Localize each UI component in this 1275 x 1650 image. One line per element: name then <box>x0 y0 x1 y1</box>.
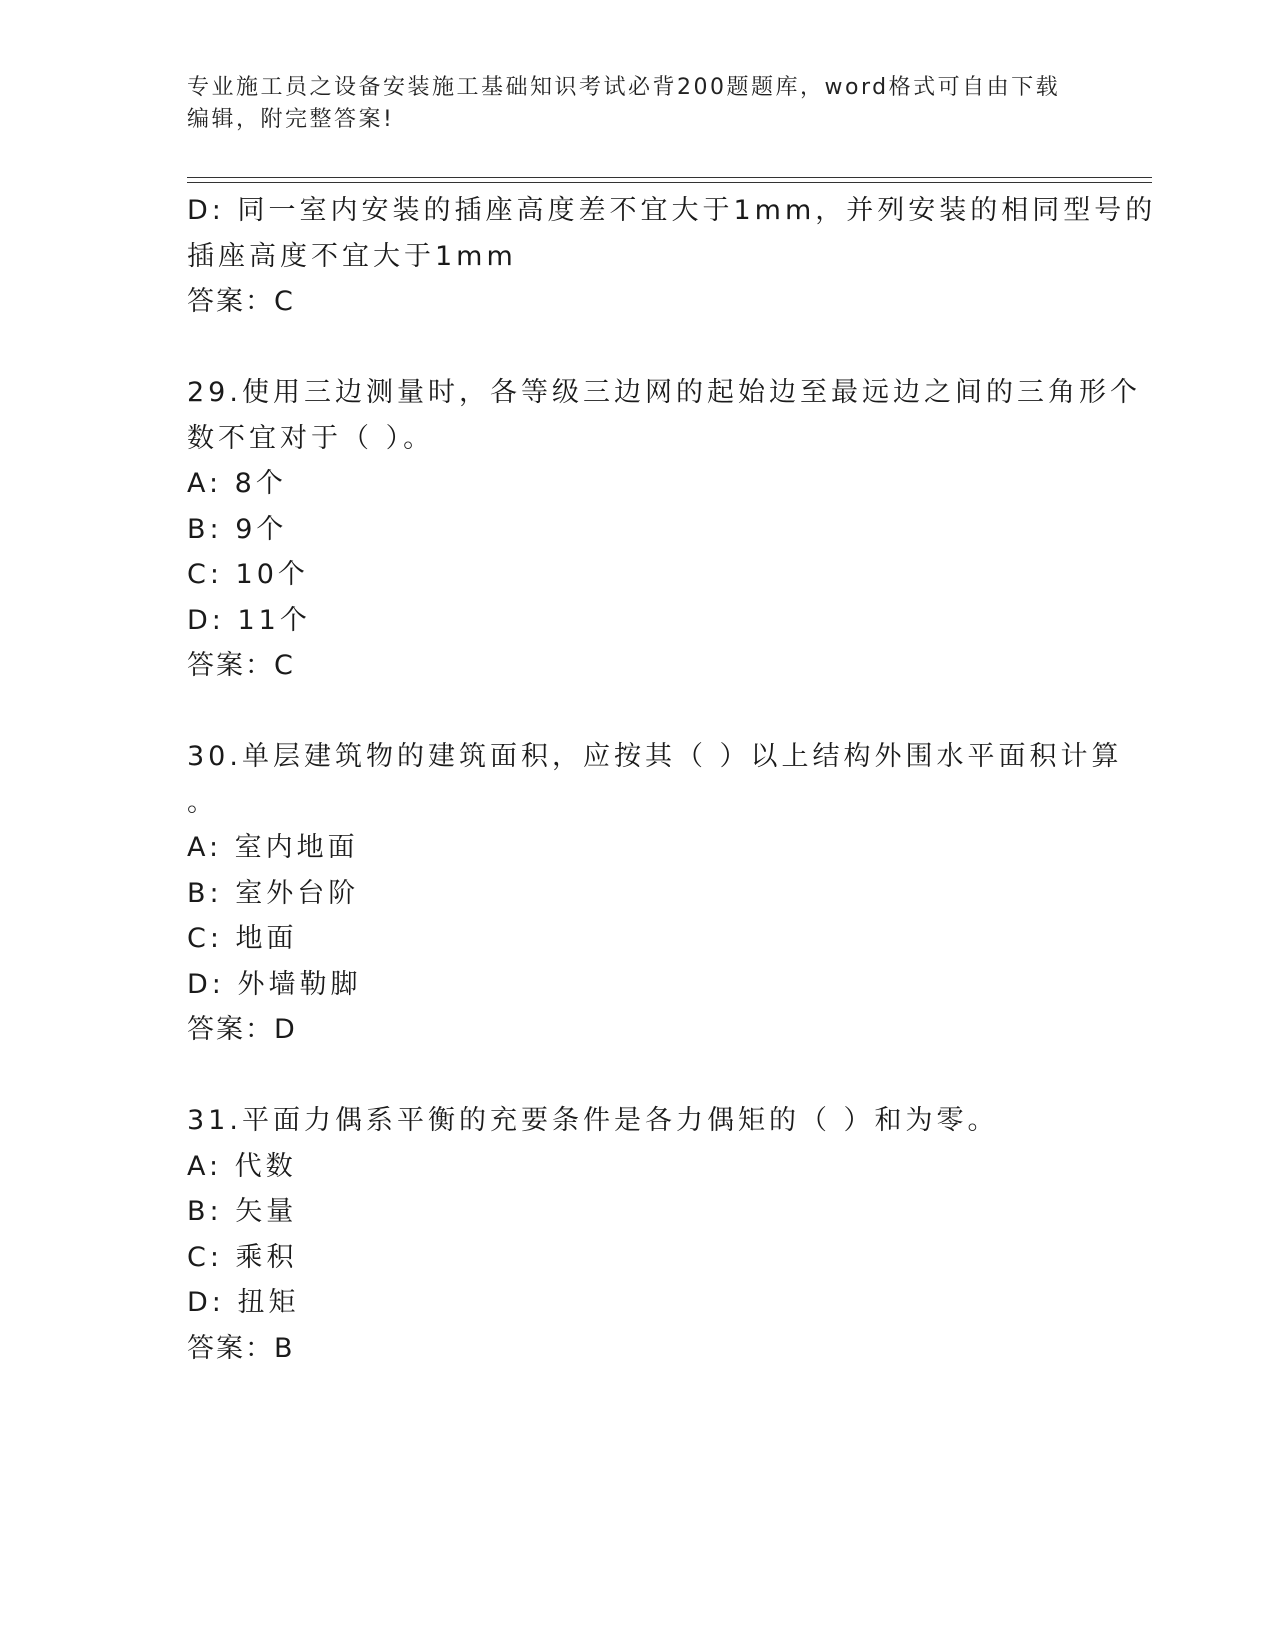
answer-line: 答案：D <box>187 1014 297 1045</box>
option-a: A: 8个 <box>187 468 287 499</box>
option-d: D: 外墙勒脚 <box>187 968 362 1000</box>
option-a: A: 室内地面 <box>187 832 359 863</box>
option-d: D: 扭矩 <box>187 1287 300 1318</box>
option-d-line-1: D: 同一室内安装的插座高度差不宜大于1mm，并列安装的相同型号的 <box>187 195 1157 226</box>
question-stem-line-1: 31.平面力偶系平衡的充要条件是各力偶矩的（ ）和为零。 <box>187 1105 999 1136</box>
question-29 <box>187 370 1141 689</box>
answer-line: 答案：C <box>187 286 295 317</box>
question-stem-line-1: 29.使用三边测量时，各等级三边网的起始边至最远边之间的三角形个 <box>187 377 1141 408</box>
header-divider-top <box>187 177 1152 178</box>
option-b: B: 9个 <box>187 513 288 545</box>
question-30 <box>187 734 1123 1053</box>
continued-question <box>187 188 1157 325</box>
option-a: A: 代数 <box>187 1150 297 1182</box>
option-c: C: 10个 <box>187 559 309 590</box>
answer-line: 答案：B <box>187 1332 295 1364</box>
header-divider-bottom <box>187 182 1152 183</box>
spacer <box>187 325 1087 371</box>
option-c: C: 乘积 <box>187 1241 298 1273</box>
spacer <box>187 1053 1087 1099</box>
option-b: B: 室外台阶 <box>187 877 360 909</box>
header-title-line-1: 专业施工员之设备安装施工基础知识考试必背200题题库，word格式可自由下载 <box>187 75 1061 100</box>
question-content <box>187 188 1157 1371</box>
answer-line: 答案：C <box>187 650 295 681</box>
spacer <box>187 689 1087 735</box>
question-stem-line-2: 数不宜对于（ ）。 <box>187 422 435 454</box>
question-stem-line-2: 。 <box>187 786 218 818</box>
option-d: D: 11个 <box>187 604 311 636</box>
document-header <box>187 72 1067 136</box>
header-title-line-2: 编辑，附完整答案! <box>187 107 395 132</box>
question-31 <box>187 1098 1087 1371</box>
question-stem-line-1: 30.单层建筑物的建筑面积，应按其（ ）以上结构外围水平面积计算 <box>187 741 1123 772</box>
option-d-line-2: 插座高度不宜大于1mm <box>187 240 517 272</box>
option-b: B: 矢量 <box>187 1196 298 1227</box>
option-c: C: 地面 <box>187 923 298 954</box>
